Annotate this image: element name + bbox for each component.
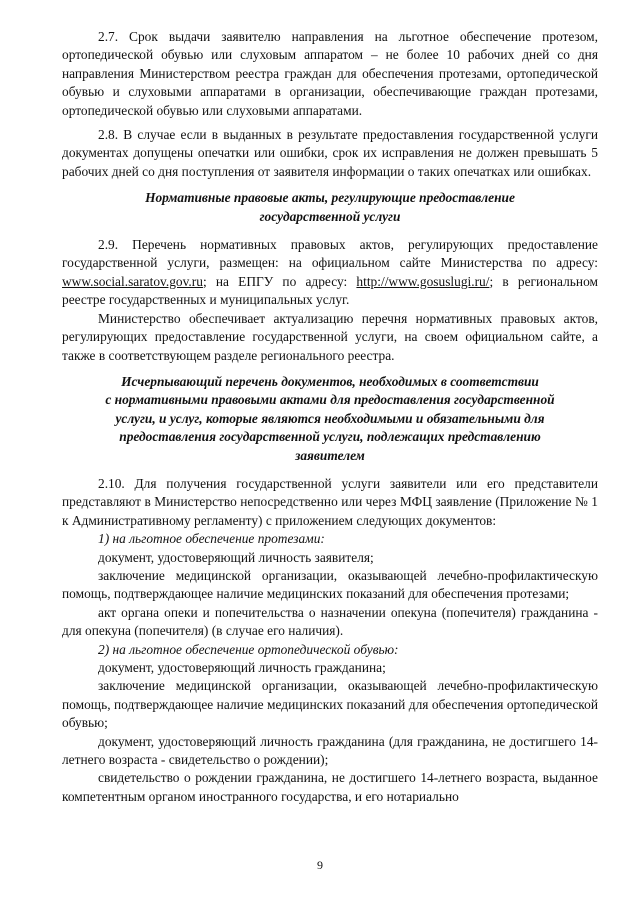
gosuslugi-link[interactable]: http://www.gosuslugi.ru/ <box>356 273 490 289</box>
paragraph-2-8: 2.8. В случае если в выданных в результате предоставления государственной услуги документах допущены опечатки или ошибки, срок их исправления не должен превышать 5 рабочих дней со дня поступления от заявителя информации о таких опечатках или ошибках. <box>62 127 598 179</box>
heading-line: Нормативные правовые акты, регулирующие предоставление <box>145 190 515 206</box>
heading-line: услуги, и услуг, которые являются необходимыми и обязательными для <box>115 410 545 426</box>
subitem-label: 2) на льготное обеспечение ортопедической обувью: <box>98 641 399 657</box>
list-item: документ, удостоверяющий личность заявителя; <box>98 549 374 565</box>
paragraph-text: ; в региональном реестре государственных и муниципальных услуг. <box>62 273 598 308</box>
list-item: заключение медицинской организации, оказывающей лечебно-профилактическую помощь, подтверждающее наличие медицинских показаний для обеспечения ортопедической обувью; <box>62 678 598 731</box>
paragraph-2-10: 2.10. Для получения государственной услуги заявители или его представители представляют в Министерство непосредственно или через МФЦ заявление (Приложение № 1 к Административному регламенту) с приложением следующих документов: <box>62 475 598 528</box>
page-content <box>62 28 598 806</box>
subitem-heading-prostheses <box>62 530 598 548</box>
subitem-label: 1) на льготное обеспечение протезами: <box>98 531 325 547</box>
subitem-heading-orthopedic-shoes <box>62 641 598 659</box>
paragraph-2-7: 2.7. Срок выдачи заявителю направления на льготное обеспечение протезом, ортопедической обувью или слуховым аппаратом – не более 10 рабочих дней со дня направления Министерством реестра граждан для обеспечения протезами, ортопедической обувью и слуховыми аппаратами в организации, обеспечивающие граждан протезами, ортопедической обувью или слуховыми аппаратами. <box>62 29 598 118</box>
heading-line: Исчерпывающий перечень документов, необходимых в соответствии <box>121 373 539 389</box>
heading-line: заявителем <box>295 447 365 463</box>
paragraph-text: ; на ЕПГУ по адресу: <box>202 273 357 289</box>
list-item: документ, удостоверяющий личность гражданина (для гражданина, не достигшего 14-летнего возраста - свидетельство о рождении); <box>62 733 598 768</box>
ministry-site-link[interactable]: www.social.saratov.gov.ru <box>62 273 203 289</box>
heading-line: предоставления государственной услуги, подлежащих представлению <box>119 429 541 445</box>
heading-line: с нормативными правовыми актами для предоставления государственной <box>105 392 555 408</box>
list-item: акт органа опеки и попечительства о назначении опекуна (попечителя) гражданина - для опекуна (попечителя) (в случае его наличия). <box>62 604 598 639</box>
section-heading-normative-acts <box>62 189 598 226</box>
paragraph-text: 2.9. Перечень нормативных правовых актов, регулирующих предоставление государственной услуги, размещен: на официальном сайте Министерства по адресу: <box>62 237 598 271</box>
section-heading-documents-list <box>62 373 598 465</box>
list-item: свидетельство о рождении гражданина, не достигшего 14-летнего возраста, выданное компетентным органом иностранного государства, и его нотариально <box>62 770 598 804</box>
paragraph-2-9 <box>62 236 598 310</box>
list-item: документ, удостоверяющий личность гражданина; <box>98 660 386 675</box>
heading-line: государственной услуги <box>259 208 401 224</box>
page-number: 9 <box>317 858 323 872</box>
paragraph-2-9-actualization: Министерство обеспечивает актуализацию перечня нормативных правовых актов, регулирующих предоставление государственной услуги, на своем официальном сайте, а также в соответствующем разделе регионального реестра. <box>62 310 598 363</box>
list-item: заключение медицинской организации, оказывающей лечебно-профилактическую помощь, подтверждающее наличие медицинских показаний для обеспечения протезами; <box>62 567 598 602</box>
